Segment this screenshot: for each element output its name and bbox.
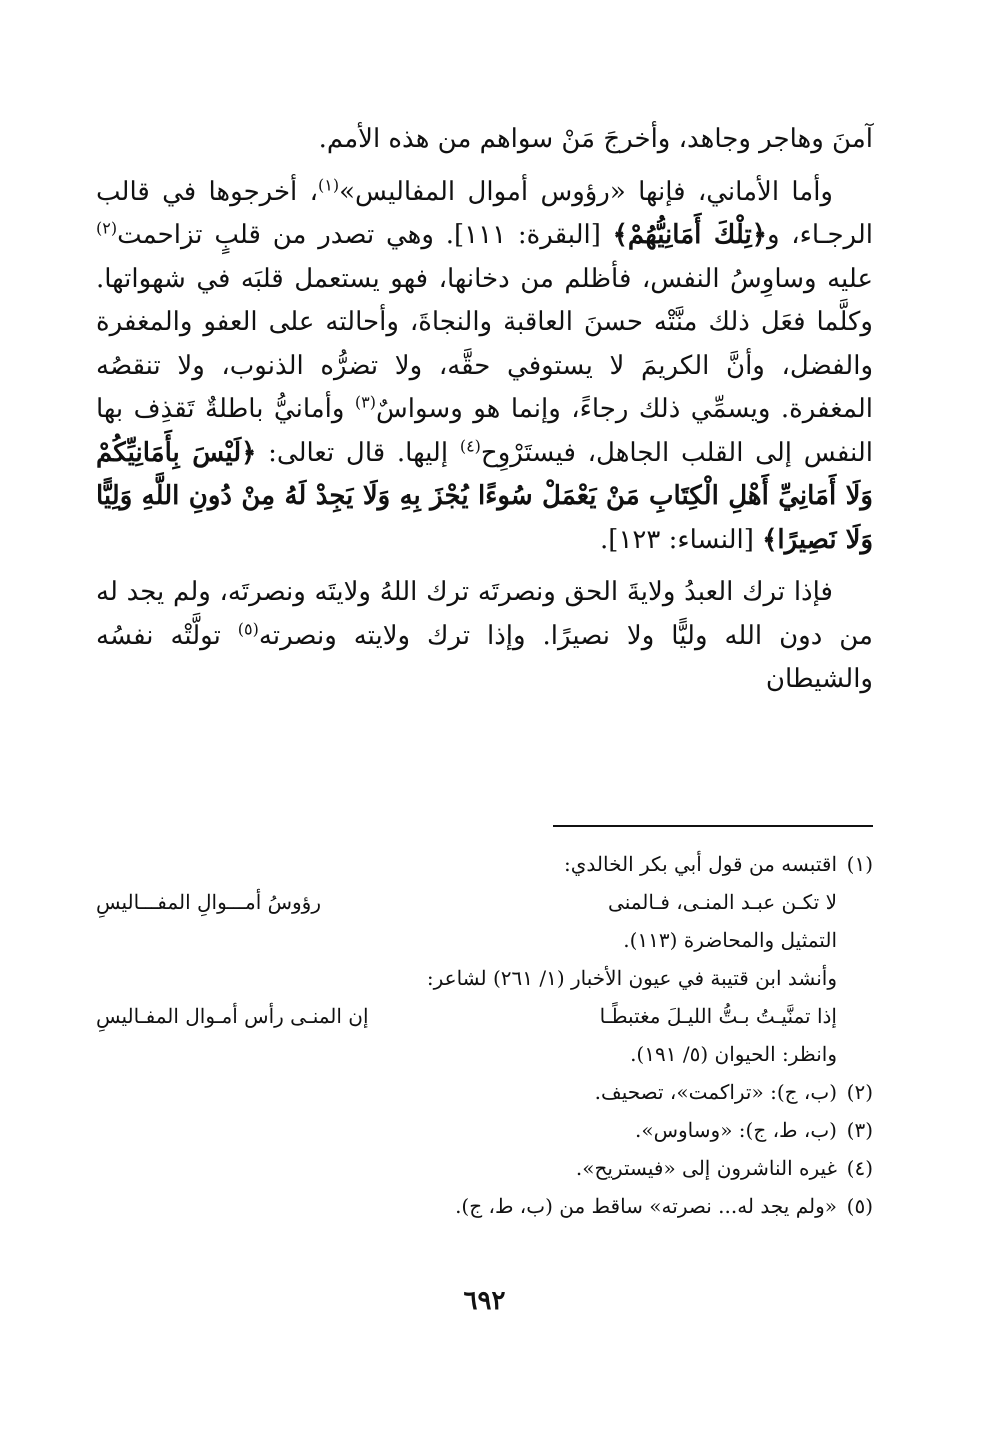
footnote-4-text: غيره الناشرون إلى «فيستريح». xyxy=(575,1156,837,1180)
footnote-ref-5[interactable]: (٥) xyxy=(237,618,259,638)
verse-2-second-hemistich: إن المنـى رأس أمـوال المفـاليسِ xyxy=(96,1004,369,1028)
paragraph-2-text-e: وأمانيُّ باطلةٌ تَقذِف بها النفس إلى القلب الجاهل، فيستَرْوِح xyxy=(96,394,874,468)
footnote-ref-3[interactable]: (٣) xyxy=(354,392,377,412)
footnotes xyxy=(96,845,873,1225)
footnote-3 xyxy=(96,1111,873,1149)
paragraph-3-text-b: تولَّتْه نفسُه والشيطان xyxy=(96,620,873,694)
footnote-2-number: (٢) xyxy=(846,1080,873,1104)
page-number: ٦٩٢ xyxy=(463,1286,506,1316)
footnote-4 xyxy=(96,1149,873,1187)
footnote-1-number: (١) xyxy=(846,852,873,876)
footnote-3-text: (ب، ط، ج): «وساوس». xyxy=(635,1118,837,1142)
footnote-1-source-2: وانظر: الحيوان (٥/ ١٩١). xyxy=(630,1042,837,1066)
footnote-1-verse-2 xyxy=(96,997,873,1035)
footnote-1-text-2: وأنشد ابن قتيبة في عيون الأخبار (١/ ٢٦١) لشاعر: xyxy=(426,966,837,990)
footnote-5-number: (٥) xyxy=(846,1194,873,1218)
verse-1-second-hemistich: رؤوسُ أمـــوالِ المفـــاليسِ xyxy=(96,890,321,914)
footnote-divider xyxy=(553,825,873,827)
paragraph-3-text-a: فإذا ترك العبدُ ولايةَ الحق ونصرتَه ترك اللهُ ولايتَه ونصرتَه، ولم يجد له من دون الله وليًّا ولا نصيرًا. وإذا ترك ولايته ونصرته xyxy=(96,577,873,651)
quran-verse-1: ﴿تِلْكَ أَمَانِيُّهُمْ﴾ xyxy=(612,220,767,250)
quran-verse-2: ﴿لَيْسَ بِأَمَانِيِّكُمْ وَلَا أَمَانِيِّ أَهْلِ الْكِتَابِ مَنْ يَعْمَلْ سُوءًا يُجْزَ بِهِ وَلَا يَجِدْ لَهُ مِنْ دُونِ اللَّهِ وَلِيًّا وَلَا نَصِيرًا﴾ xyxy=(96,437,873,555)
footnote-1-verse-1 xyxy=(96,883,873,921)
paragraph-2 xyxy=(96,171,873,563)
footnote-1-source-1: التمثيل والمحاضرة (١١٣). xyxy=(623,928,837,952)
paragraph-2-text-f: إليها. قال تعالى: xyxy=(256,437,460,468)
footnote-5-text: «ولم يجد له... نصرته» ساقط من (ب، ط، ج). xyxy=(455,1194,837,1218)
paragraph-2-text-g: [النساء: ١٢٣]. xyxy=(600,524,763,555)
footnote-ref-2[interactable]: (٢) xyxy=(96,218,118,238)
footnote-ref-4[interactable]: (٤) xyxy=(459,435,481,455)
footnote-2-text: (ب، ج): «تراكمت»، تصحيف. xyxy=(594,1080,837,1104)
verse-2-first-hemistich: إذا تمنَّيـتُ بـتُّ الليـلَ مغتبطًـا xyxy=(599,1004,837,1028)
main-text xyxy=(96,118,873,702)
footnote-2 xyxy=(96,1073,873,1111)
paragraph-1-text: آمنَ وهاجر وجاهد، وأخرجَ مَنْ سواهم من هذه الأمم. xyxy=(318,124,873,154)
paragraph-3 xyxy=(96,571,873,702)
footnote-1-text: اقتبسه من قول أبي بكر الخالدي: xyxy=(564,852,837,876)
footnote-ref-1[interactable]: (١) xyxy=(317,174,340,194)
paragraph-2-text-d: عليه وساوِسُ النفس، فأظلم من دخانها، فهو يستعمل قلبَه في شهواتها. وكلَّما فعَل ذلك منَّتْه حسنَ العاقبة والنجاةَ، وأحالته على العفو والمغفرة والفضل، وأنَّ الكريمَ لا يستوفي حقَّه، ولا تضرُّه الذنوب، ولا تنقصُه المغفرة. ويسمِّي ذلك رجاءً، وإنما هو وسواسٌ xyxy=(96,263,874,424)
verse-1-first-hemistich: لا تكـن عبـد المنـى، فـالمنى xyxy=(608,890,837,914)
footnote-4-number: (٤) xyxy=(846,1156,873,1180)
paragraph-2-text-b: ، أخرجوها في قالب الرجـاء، و xyxy=(96,176,874,250)
book-page xyxy=(96,118,873,1455)
paragraph-2-text-c: [البقرة: ١١١]. وهي تصدر من قلبٍ تزاحمت xyxy=(117,220,613,250)
footnote-1 xyxy=(96,845,873,883)
paragraph-2-text-a: وأما الأماني، فإنها «رؤوس أموال المفاليس» xyxy=(339,176,833,207)
footnote-5 xyxy=(96,1187,873,1225)
paragraph-1 xyxy=(96,118,873,162)
footnote-3-number: (٣) xyxy=(846,1118,873,1142)
